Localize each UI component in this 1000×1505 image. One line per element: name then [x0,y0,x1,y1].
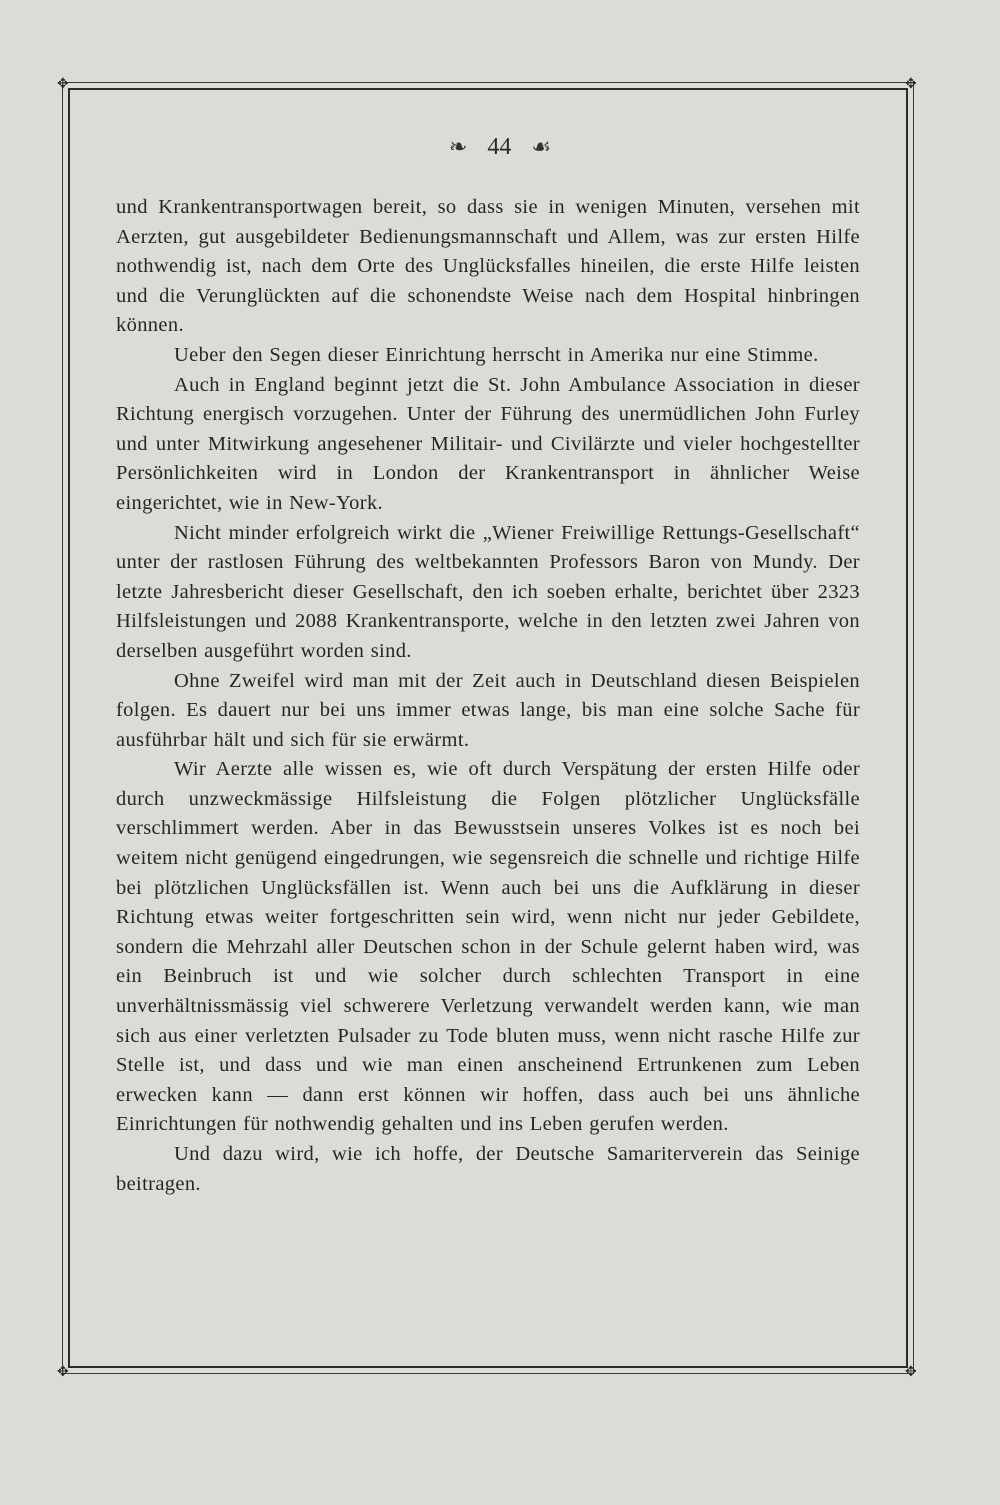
paragraph-1: und Krankentransportwagen bereit, so dass sie in wenigen Minuten, versehen mit Aerzten, gut ausgebildeter Bedienungsmannschaft und Allem, was zur ersten Hilfe nothwendig ist, nach dem Orte des Unglücksfalles hineilen, die erste Hilfe leisten und die Verunglückten auf die schonendste Weise nach dem Hospital hinbringen können. [116,196,860,337]
ornament-right-icon: ☙ [531,135,552,160]
paragraph-5: Ohne Zweifel wird man mit der Zeit auch in Deutschland diesen Beispielen folgen. Es dauert nur bei uns immer etwas lange, bis man eine solche Sache für ausführbar hält und sich für sie erwärmt. [116,669,860,751]
corner-ornament-top-right: ✥ [905,76,917,92]
paragraph-2: Ueber den Segen dieser Einrichtung herrscht in Amerika nur eine Stimme. [174,343,819,366]
paragraph-6: Wir Aerzte alle wissen es, wie oft durch Verspätung der ersten Hilfe oder durch unzweckmässige Hilfsleistung die Folgen plötzlicher Unglücksfälle verschlimmert werden. Aber in das Bewusstsein unseres Volkes ist es noch bei weitem nicht genügend eingedrungen, wie segensreich die schnelle und richtige Hilfe bei plötzlichen Unglücksfällen ist. Wenn auch bei uns die Aufklärung in dieser Richtung etwas weiter fortgeschritten sein wird, wenn nicht nur jeder Gebildete, sondern die Mehrzahl aller Deutschen schon in der Schule gelernt haben wird, was ein Beinbruch ist und wie solcher durch schlechten Transport in eine unverhältnissmässig viel schwerere Verletzung verwandelt werden kann, wie man sich aus einer verletzten Pulsader zu Tode bluten muss, wenn nicht rasche Hilfe zur Stelle ist, und dass und wie man einen anscheinend Ertrunkenen zum Leben erwecken kann — dann erst können wir hoffen, dass auch bei uns ähnliche Einrichtungen für nothwendig gehalten und ins Leben gerufen werden. [116,758,860,1136]
paragraph-7: Und dazu wird, wie ich hoffe, der Deutsche Samariterverein das Seinige beitragen. [116,1143,860,1195]
ornament-left-icon: ❧ [448,135,468,160]
paragraph-3: Auch in England beginnt jetzt die St. John Ambulance Association in dieser Richtung energisch vorzugehen. Unter der Führung des unermüdlichen John Furley und unter Mitwirkung angesehener Militair- und Civilärzte und vieler hochgestellter Persönlichkeiten wird in London der Krankentransport in ähnlicher Weise eingerichtet, wie in New-York. [116,373,860,514]
page-number: 44 [487,134,512,160]
corner-ornament-top-left: ✥ [57,76,69,92]
corner-ornament-bottom-left: ✥ [57,1364,69,1380]
body-text [116,193,860,1199]
corner-ornament-bottom-right: ✥ [905,1364,917,1380]
page-header [0,134,1000,161]
paragraph-4: Nicht minder erfolgreich wirkt die „Wiener Freiwillige Rettungs-Gesellschaft“ unter der rastlosen Führung des weltbekannten Professors Baron von Mundy. Der letzte Jahresbericht dieser Gesellschaft, den ich soeben erhalte, berichtet über 2323 Hilfsleistungen und 2088 Krankentransporte, welche in den letzten zwei Jahren von derselben ausgeführt worden sind. [116,521,860,662]
